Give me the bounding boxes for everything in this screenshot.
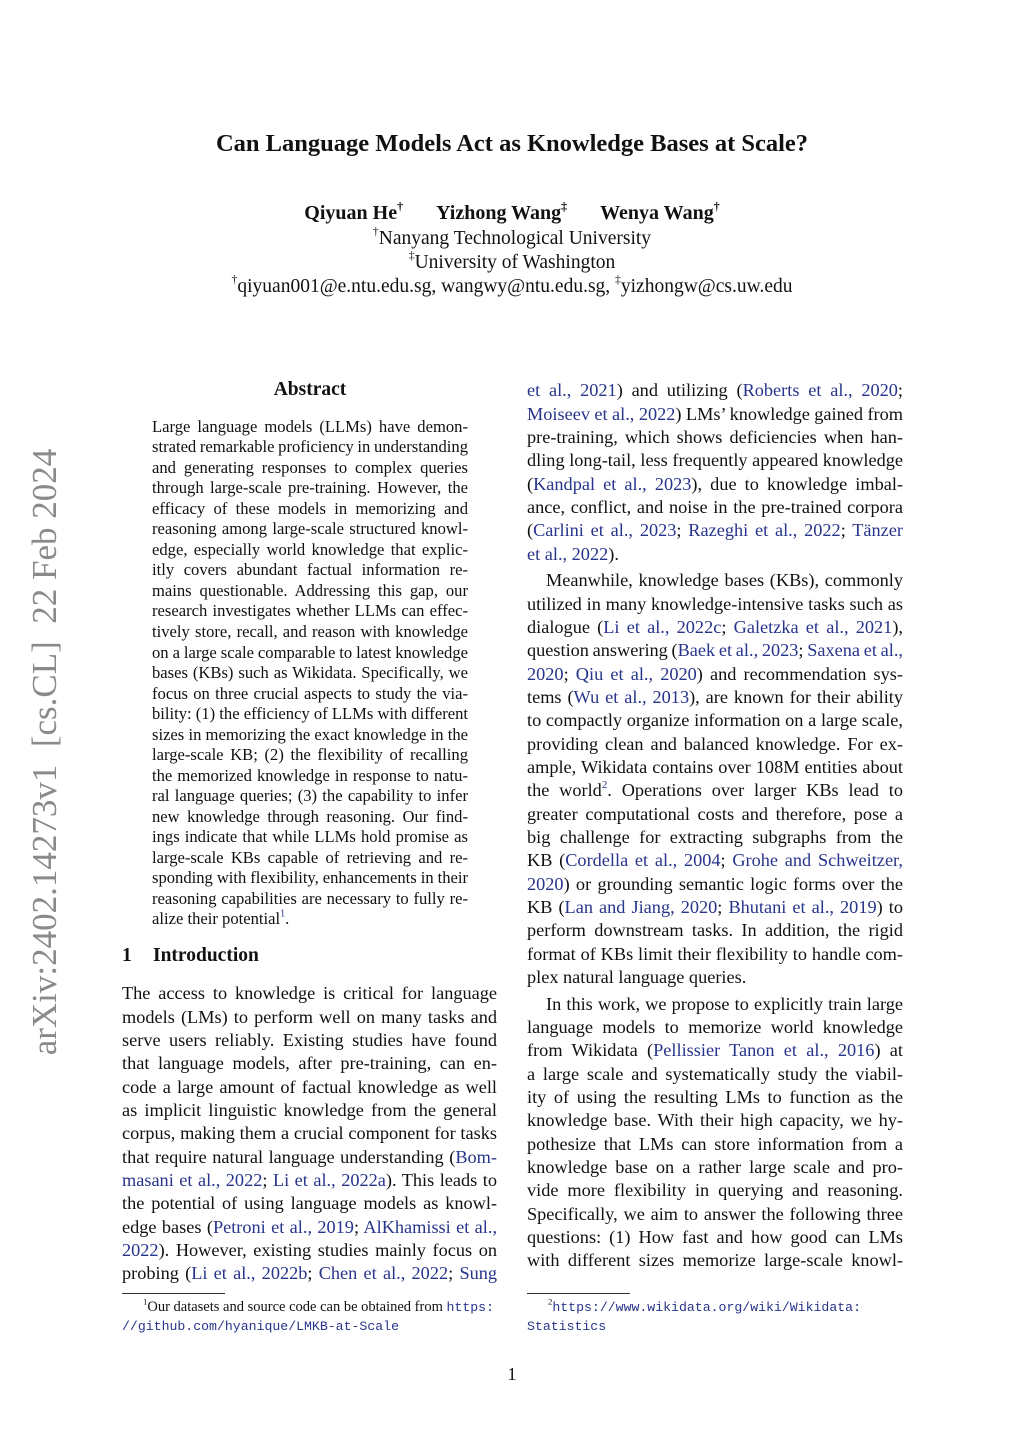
text-run: Large language models (LLMs) have demon- — [152, 416, 468, 436]
affiliation-mark: † — [372, 225, 379, 239]
citation-link[interactable]: Carlini et al., 2023 — [533, 520, 677, 541]
text-run: knowledge base on a rather large scale and pro- — [527, 1156, 903, 1177]
section-title: Introduction — [153, 945, 259, 966]
text-run: the world — [527, 780, 602, 801]
text-run: ) and recommendation sys- — [696, 663, 903, 684]
text-line — [527, 1249, 903, 1272]
text-line — [152, 581, 468, 602]
text-run: questions: (1) How fast and how good can LMs — [527, 1226, 903, 1247]
citation-link[interactable]: 2020 — [527, 663, 564, 684]
text-line — [527, 379, 903, 402]
author — [436, 199, 568, 224]
text-run: knowledge base. With their high capacity, we hy- — [527, 1110, 903, 1131]
text-run: pothesize that LMs can store information from a — [527, 1133, 903, 1154]
text-line — [122, 1122, 497, 1145]
text-run: . Operations over larger KBs lead to — [607, 780, 903, 801]
text-run: reasoning capabilities are necessary to fully re- — [152, 888, 468, 908]
text-run: reasoning among large-scale structured knowl- — [152, 519, 468, 539]
text-line — [527, 543, 903, 566]
email-text: qiyuan001@e.ntu.edu.sg, wangwy@ntu.edu.sg, — [237, 276, 616, 297]
text-run: greater computational costs and therefore, pose a — [527, 803, 903, 824]
text-run: ) and utilizing ( — [616, 380, 743, 401]
text-run: that language models, after pre-training, can en- — [122, 1053, 497, 1074]
citation-link[interactable]: et al., 2021 — [527, 380, 617, 401]
footnote-ref-link[interactable]: 2 — [601, 779, 608, 792]
text-line — [527, 403, 903, 426]
citation-link[interactable]: Cordella et al., 2004 — [565, 850, 721, 871]
text-run: In this work, we propose to explicitly train large — [546, 993, 903, 1014]
text-line — [122, 1262, 497, 1285]
text-run: ; — [897, 380, 904, 401]
author-emails — [0, 273, 1024, 298]
abstract-body — [152, 417, 468, 930]
footnote-url-link[interactable]: Statistics — [527, 1319, 607, 1334]
arxiv-identifier-stamp: arXiv:2402.14273v1 [cs.CL] 22 Feb 2024 — [25, 448, 64, 1056]
text-line — [527, 1039, 903, 1062]
text-run: ). This leads to — [385, 1169, 497, 1190]
text-line — [527, 1063, 903, 1086]
text-line — [527, 993, 903, 1016]
text-run: bility: (1) the efficiency of LLMs with different — [152, 704, 468, 724]
text-run: sizes in memorizing the exact knowledge in the — [152, 724, 468, 744]
text-run: Meanwhile, knowledge bases (KBs), commonly — [546, 570, 903, 591]
text-run: ings indicate that while LLMs hold promise as — [152, 827, 468, 847]
text-run: bases (KBs) such as Wikidata. Specifically, we — [152, 663, 468, 683]
text-line — [527, 826, 903, 849]
text-run: format of KBs limit their flexibility to handle com- — [527, 943, 903, 964]
citation-link[interactable]: Li et al., 2022c — [603, 616, 722, 637]
text-run: code a large amount of factual knowledge as well — [122, 1076, 497, 1097]
text-line — [527, 1109, 903, 1132]
text-run: and generating responses to complex queries — [152, 457, 468, 477]
abstract-paragraph — [152, 417, 468, 930]
text-run: ), — [892, 616, 903, 637]
text-run: a large scale and systematically study the viabil- — [527, 1063, 903, 1084]
section-number: 1 — [122, 945, 132, 966]
footnote-2 — [527, 1298, 917, 1336]
citation-link[interactable]: Petroni et al., 2019 — [212, 1216, 354, 1237]
text-line — [152, 622, 468, 643]
affiliation — [0, 249, 1024, 274]
text-line — [152, 478, 468, 499]
text-line — [152, 519, 468, 540]
text-line — [152, 807, 468, 828]
text-line — [152, 499, 468, 520]
text-run: new knowledge through reasoning. Our find- — [152, 806, 468, 826]
text-line — [152, 745, 468, 766]
text-run: ) to — [876, 896, 903, 917]
citation-link[interactable]: et al., 2022 — [527, 543, 609, 564]
text-line — [527, 1179, 903, 1202]
text-run: providing clean and balanced knowledge. For ex- — [527, 733, 903, 754]
text-line — [527, 616, 903, 639]
citation-link[interactable]: masani et al., 2022 — [122, 1169, 263, 1190]
citation-link[interactable]: 2020 — [527, 873, 564, 894]
text-run: ance, conflict, and noise in the pre-trained corpora — [527, 496, 903, 517]
citation-link[interactable]: Tänzer — [852, 520, 903, 541]
text-run: KB ( — [527, 896, 565, 917]
citation-link[interactable]: Roberts et al., 2020 — [742, 380, 898, 401]
text-line — [527, 733, 903, 756]
text-run: focus on three crucial aspects to study the via- — [152, 683, 468, 703]
text-line — [152, 704, 468, 725]
text-line — [527, 779, 903, 802]
text-line — [527, 1086, 903, 1109]
citation-link[interactable]: Qiu et al., 2020 — [575, 663, 697, 684]
citation-link[interactable]: Galetzka et al., 2021 — [733, 616, 893, 637]
text-line — [152, 766, 468, 787]
text-run: ( — [527, 520, 534, 541]
footnote-url-link[interactable]: https://www.wikidata.org/wiki/Wikidata: — [552, 1300, 861, 1315]
text-line — [527, 803, 903, 826]
text-run: ) LMs’ knowledge gained from — [675, 403, 903, 424]
text-line — [527, 1156, 903, 1179]
text-run: ). However, existing studies mainly focus on — [158, 1239, 497, 1260]
author-name: Wenya Wang — [600, 202, 714, 224]
text-run: to compactly organize information on a large scale, — [527, 710, 903, 731]
footnote-1 — [122, 1298, 512, 1336]
abstract-heading: Abstract — [273, 379, 347, 400]
footnote-ref-link[interactable]: 1 — [280, 908, 286, 920]
text-line — [152, 725, 468, 746]
citation-link[interactable]: Bom- — [455, 1146, 497, 1167]
affiliation-mark: † — [231, 273, 238, 287]
text-line — [527, 943, 903, 966]
text-line — [152, 417, 468, 438]
citation-link[interactable]: Wu et al., 2013 — [573, 686, 690, 707]
affiliation-name: Nanyang Technological University — [378, 228, 652, 249]
affiliation-mark: ‡ — [615, 273, 621, 287]
text-line — [122, 1146, 497, 1169]
text-run: plex natural language queries. — [527, 966, 747, 987]
text-run: edge, especially world knowledge that explic- — [152, 539, 468, 559]
text-run: research investigates whether LLMs can effec- — [152, 601, 468, 621]
text-run: ), are known for their ability — [689, 686, 904, 707]
text-run: ) at — [874, 1040, 903, 1061]
text-run: utilized in many knowledge-intensive tasks such as — [527, 593, 903, 614]
author-name: Qiyuan He — [304, 202, 398, 224]
text-run: with different sizes memorize large-scale knowl- — [527, 1250, 903, 1271]
intro-body — [122, 982, 497, 1285]
footnote-text: Our datasets and source code can be obtained from — [147, 1299, 447, 1315]
citation-link[interactable]: Bhutani et al., 2019 — [728, 896, 877, 917]
text-line — [152, 909, 468, 930]
text-line — [122, 1099, 497, 1122]
text-run: the memorized knowledge in response to natu- — [152, 765, 468, 785]
text-run: Specifically, we aim to answer the following three — [527, 1203, 903, 1224]
text-line — [527, 1133, 903, 1156]
citation-link[interactable]: Chen et al., 2022 — [318, 1263, 449, 1284]
text-line — [527, 473, 903, 496]
footnote-url-link[interactable]: https: — [446, 1300, 494, 1315]
text-line — [152, 643, 468, 664]
citation-link[interactable]: Baek et al., 2023 — [677, 640, 799, 661]
text-line — [152, 663, 468, 684]
text-line — [152, 889, 468, 910]
citation-link[interactable]: Grohe and Schweitzer, — [732, 850, 903, 871]
citation-link[interactable]: Pellissier Tanon et al., 2016 — [653, 1040, 875, 1061]
text-run: as implicit linguistic knowledge from the general — [122, 1099, 497, 1120]
author — [600, 199, 720, 224]
page-number: 1 — [507, 1364, 517, 1384]
text-run: through large-scale pre-training. However, the — [152, 478, 468, 498]
text-run: ; — [720, 850, 733, 871]
text-line — [122, 1192, 497, 1215]
citation-link[interactable]: Razeghi et al., 2022 — [688, 520, 841, 541]
text-run: sponding with flexibility, enhancements in their — [152, 868, 468, 888]
paragraph — [122, 982, 497, 1285]
text-run: ; — [676, 520, 689, 541]
text-line — [527, 663, 903, 686]
text-run: ; — [721, 616, 734, 637]
text-run: large-scale KB; (2) the flexibility of recalling — [152, 745, 468, 765]
text-line — [527, 709, 903, 732]
citation-link[interactable]: Li et al., 2022a — [272, 1169, 386, 1190]
paragraph — [527, 569, 903, 989]
text-run: big challenge for extracting subgraphs from the — [527, 826, 903, 847]
paragraph — [527, 993, 903, 1273]
citation-link[interactable]: Lan and Jiang, 2020 — [564, 896, 718, 917]
footnote-url-link[interactable]: //github.com/hyanique/LMKB-at-Scale — [122, 1319, 399, 1334]
text-line — [527, 1203, 903, 1226]
text-line — [122, 1076, 497, 1099]
affiliation-mark: ‡ — [561, 199, 568, 213]
text-run: tems ( — [527, 686, 574, 707]
text-run: ample, Wikidata contains over 108M entities about — [527, 756, 903, 777]
text-run: probing ( — [122, 1263, 192, 1284]
text-run: efficacy of these models in memorizing and — [152, 498, 468, 518]
right-column — [527, 379, 903, 1272]
author-name: Yizhong Wang — [436, 202, 562, 224]
text-line — [527, 849, 903, 872]
text-run: on a large scale comparable to latest knowledge — [152, 642, 468, 662]
text-run: that require natural language understanding ( — [122, 1146, 456, 1167]
footnote-divider — [527, 1293, 630, 1294]
text-run: large-scale KBs capable of retrieving and re- — [152, 847, 468, 867]
email-text: yizhongw@cs.uw.edu — [620, 276, 793, 297]
text-line — [152, 601, 468, 622]
citation-link[interactable]: Kandpal et al., 2023 — [533, 473, 692, 494]
paragraph — [527, 379, 903, 566]
text-line — [152, 827, 468, 848]
footnote-mark: 2 — [548, 1296, 553, 1307]
text-line — [122, 982, 497, 1005]
citation-link[interactable]: Moiseev et al., 2022 — [527, 403, 676, 424]
text-run: perform downstream tasks. In addition, the rigid — [527, 920, 903, 941]
text-line — [152, 540, 468, 561]
text-line — [527, 449, 903, 472]
text-run: ; — [262, 1169, 273, 1190]
section-heading — [122, 945, 259, 967]
text-run: The access to knowledge is critical for language — [122, 983, 497, 1004]
text-line — [527, 896, 903, 919]
text-run: corpus, making them a crucial component for tasks — [122, 1123, 497, 1144]
text-line — [122, 1239, 497, 1262]
text-run: from Wikidata ( — [527, 1040, 654, 1061]
text-line — [527, 1016, 903, 1039]
text-run: ), due to knowledge imbal- — [691, 473, 903, 494]
text-run: models (LMs) to perform well on many tasks and — [122, 1006, 497, 1027]
text-line — [527, 519, 903, 542]
text-run: tively store, recall, and reason with knowledge — [152, 622, 468, 641]
author-list — [0, 199, 1024, 225]
text-run: alize their potential — [152, 909, 281, 929]
footnote-divider — [122, 1293, 225, 1294]
text-line — [152, 560, 468, 581]
text-line — [152, 868, 468, 889]
text-line — [152, 684, 468, 705]
text-line — [527, 966, 903, 989]
text-line — [152, 848, 468, 869]
text-run: ; — [448, 1263, 460, 1284]
text-line — [122, 1216, 497, 1239]
text-run: pre-training, which shows deficiencies when han- — [527, 426, 903, 447]
text-line — [152, 786, 468, 807]
affiliation-name: University of Washington — [414, 252, 616, 273]
text-line — [527, 873, 903, 896]
text-line — [527, 686, 903, 709]
affiliation — [0, 225, 1024, 250]
affiliation-mark: † — [397, 199, 404, 213]
text-run: mains questionable. Addressing this gap, our — [152, 580, 468, 600]
text-line — [122, 1169, 497, 1192]
text-run: strated remarkable proficiency in understanding — [152, 437, 468, 457]
text-run: vide more flexibility in querying and reasoning. — [527, 1180, 903, 1201]
text-run: ( — [527, 473, 534, 494]
text-line — [527, 569, 903, 592]
text-run: edge bases ( — [122, 1216, 213, 1237]
text-run: itly covers abundant factual information re- — [152, 560, 468, 580]
text-run: ity of using the resulting LMs to function as the — [527, 1086, 903, 1107]
text-line — [527, 496, 903, 519]
text-run: KB ( — [527, 850, 566, 871]
text-line — [527, 756, 903, 779]
text-run: dling long-tail, less frequently appeared knowledge — [527, 450, 903, 471]
text-line — [122, 1052, 497, 1075]
text-line — [122, 1029, 497, 1052]
affiliation-mark: ‡ — [408, 249, 415, 263]
text-run: ) or grounding semantic logic forms over the — [563, 873, 903, 894]
citation-link[interactable]: Li et al., 2022b — [191, 1263, 308, 1284]
citation-link[interactable]: Saxena et al., — [807, 640, 903, 661]
text-run: question answering ( — [527, 640, 678, 661]
text-run: dialogue ( — [527, 616, 604, 637]
text-run: language models to memorize world knowledge — [527, 1016, 903, 1037]
text-line — [527, 639, 903, 662]
citation-link[interactable]: AlKhamissi et al., — [363, 1216, 498, 1237]
footnote-mark: 1 — [143, 1296, 148, 1307]
text-run: ; — [353, 1216, 364, 1237]
text-run: the potential of using language models as knowl- — [122, 1193, 497, 1214]
text-run: ; — [717, 896, 729, 917]
text-run: ; — [798, 640, 808, 661]
text-line — [527, 919, 903, 942]
paper-title: Can Language Models Act as Knowledge Bases at Scale? — [215, 130, 809, 157]
text-run: ; — [307, 1263, 319, 1284]
text-line — [122, 1006, 497, 1029]
citation-link[interactable]: 2022 — [122, 1239, 159, 1260]
text-run: . — [285, 909, 290, 929]
text-run: ). — [608, 543, 619, 564]
citation-link[interactable]: Sung — [459, 1263, 498, 1284]
author — [304, 199, 404, 224]
text-line — [152, 458, 468, 479]
text-run: ral language queries; (3) the capability to infer — [152, 786, 468, 806]
text-run: serve users reliably. Existing studies have found — [122, 1029, 497, 1050]
text-line — [527, 426, 903, 449]
affiliation-mark: † — [713, 199, 720, 213]
text-run: ; — [840, 520, 853, 541]
text-line — [527, 593, 903, 616]
text-line — [152, 437, 468, 458]
text-line — [527, 1226, 903, 1249]
text-run: ; — [563, 663, 576, 684]
